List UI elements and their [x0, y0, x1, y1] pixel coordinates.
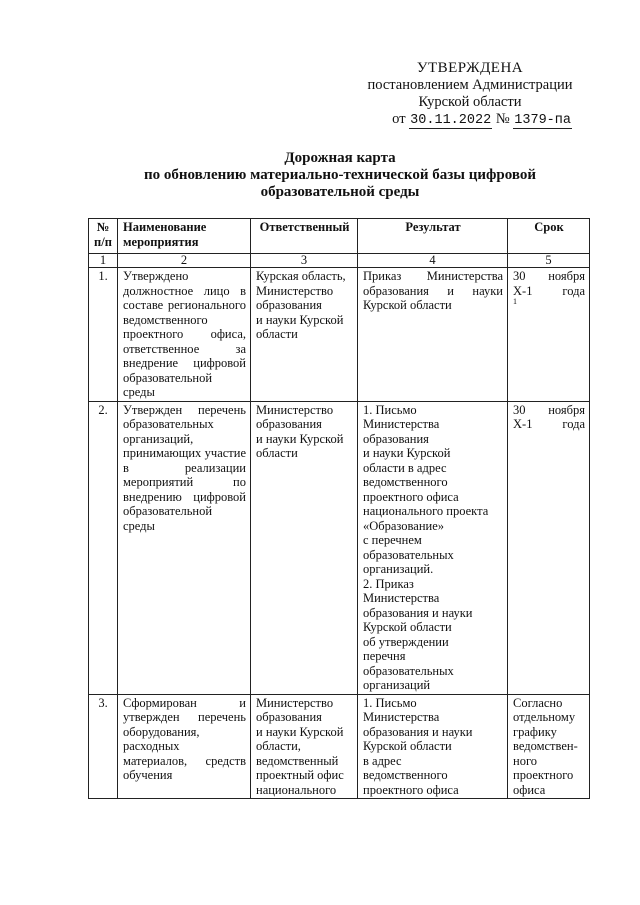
number-label: №	[495, 111, 510, 127]
deadline: 30 ноября Х-1 года	[513, 402, 585, 431]
approval-date: 30.11.2022	[410, 113, 492, 128]
document-title	[120, 150, 560, 201]
result: 1. Письмо Министерства образования и науки Курской области в адрес ведомственного проектного офиса	[358, 694, 508, 799]
header-result: Результат	[358, 219, 508, 254]
title-line1: Дорожная карта	[284, 150, 396, 166]
activity-name: Утверждено должностное лицо в составе регионального ведомственного проектного офиса, ответственное за внедрение цифровой образовательной среды	[118, 268, 251, 402]
table-row	[89, 401, 590, 694]
col-number: 2	[118, 254, 251, 268]
approval-line2: Курской области	[418, 94, 522, 110]
column-number-row	[89, 254, 590, 268]
header-responsible: Ответственный	[251, 219, 358, 254]
approval-line1: постановлением Администрации	[367, 77, 573, 93]
header-row	[89, 219, 590, 254]
col-number: 3	[251, 254, 358, 268]
deadline: 30 ноября Х-1 года	[513, 269, 585, 298]
deadline-cell	[508, 268, 590, 402]
responsible: Министерство образования и науки Курской области, ведомственный проектный офис национального	[251, 694, 358, 799]
header-name: Наименование мероприятия	[118, 219, 251, 254]
responsible: Курская область, Министерство образования и науки Курской области	[251, 268, 358, 402]
col-number: 5	[508, 254, 590, 268]
col-number: 1	[89, 254, 118, 268]
row-number: 2.	[89, 401, 118, 694]
deadline-cell	[508, 401, 590, 694]
approval-stamp	[352, 60, 588, 129]
activity-name: Сформирован и утвержден перечень оборудования, расходных материалов, средств обучения	[118, 694, 251, 799]
table-row	[89, 694, 590, 799]
col-number: 4	[358, 254, 508, 268]
result: 1. Письмо Министерства образования и науки Курской области в адрес ведомственного проектного офиса национального проекта «Образование» с перечнем образовательных организаций. 2. Приказ Министерства образования и науки Курской области об утверждении перечня образовательных организаций	[358, 401, 508, 694]
responsible: Министерство образования и науки Курской области	[251, 401, 358, 694]
result: Приказ Министерства образования и науки Курской области	[358, 268, 508, 402]
row-number: 1.	[89, 268, 118, 402]
roadmap-table	[88, 218, 590, 799]
footnote-mark: 1	[513, 296, 517, 306]
title-line3: образовательной среды	[260, 184, 420, 200]
approval-number: 1379-па	[514, 113, 571, 128]
from-label: от	[392, 111, 406, 127]
title-line2: по обновлению материально-технической базы цифровой	[143, 167, 537, 183]
approval-number-line	[352, 111, 588, 129]
approval-heading: УТВЕРЖДЕНА	[416, 60, 524, 76]
deadline: Согласно отдельному графику ведомствен- ного проектного офиса	[508, 694, 590, 799]
activity-name: Утвержден перечень образовательных организаций, принимающих участие в реализации мероприятий по внедрению цифровой образовательной среды	[118, 401, 251, 694]
header-deadline: Срок	[508, 219, 590, 254]
table-row	[89, 268, 590, 402]
header-num: № п/п	[89, 219, 118, 254]
row-number: 3.	[89, 694, 118, 799]
